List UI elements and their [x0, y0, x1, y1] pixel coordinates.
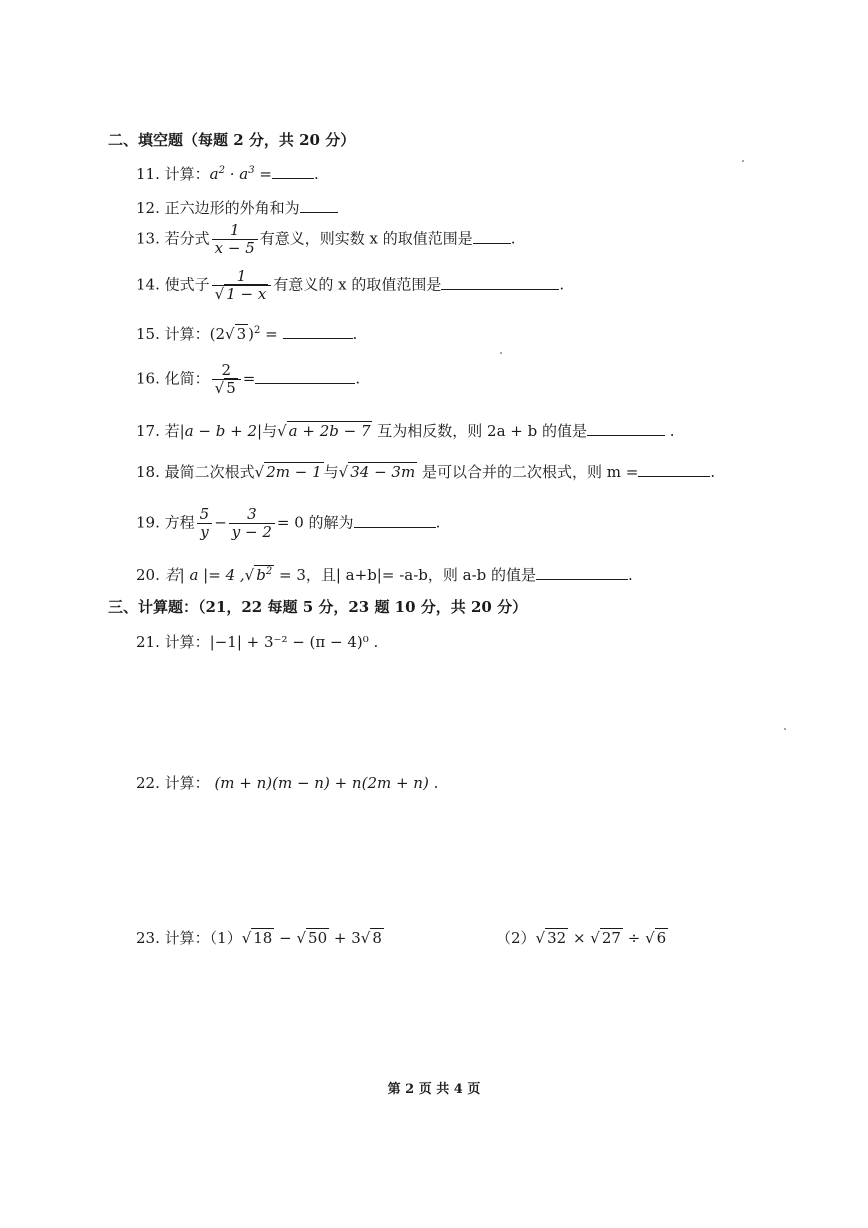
question-15 [136, 324, 357, 344]
question-text: = 3，且| a+b|= -a-b，则 a-b 的值是 [278, 566, 537, 584]
fraction-denominator: y − 2 [231, 523, 272, 541]
answer-blank[interactable] [638, 462, 710, 477]
period: . [313, 165, 319, 183]
part-label: （2） [496, 929, 536, 947]
question-text: 若 [164, 422, 180, 440]
question-text: 最简二次根式 [164, 463, 255, 481]
question-prefix: 计算： [164, 633, 210, 651]
question-number: 14. [136, 275, 160, 294]
question-number: 20. [136, 566, 160, 584]
question-number: 19. [136, 513, 160, 532]
question-number: 18. [136, 463, 160, 481]
question-text: 若分式 [164, 229, 210, 248]
question-text: = 0 的解为 [276, 513, 354, 532]
fraction-numerator: 1 [212, 268, 272, 286]
question-22 [136, 773, 438, 793]
fraction-numerator: 5 [197, 506, 213, 524]
fraction-numerator: 2 [212, 362, 241, 380]
period: . [352, 325, 358, 343]
question-18 [136, 462, 715, 482]
answer-blank[interactable] [283, 324, 353, 339]
sqrt-expression: √ a + 2b − 7 [277, 422, 371, 440]
question-19: 19. 方程 $\frac{5}{y}$ − $\frac{3}{y - 2}$ = 0 的解为 . [136, 505, 441, 541]
period: . [355, 369, 361, 388]
math-expression: (2√ 3 )$^2$ = [209, 325, 278, 343]
question-text: 使式子 [164, 275, 210, 294]
question-20 [136, 565, 633, 585]
math-expression: |−1| + 3⁻² − (π − 4)⁰ . [209, 633, 379, 651]
question-number: 22. [136, 774, 160, 792]
part-label: （1） [209, 929, 242, 947]
answer-blank[interactable] [354, 513, 436, 528]
question-prefix: 计算： [164, 165, 210, 183]
question-number: 17. [136, 422, 160, 440]
period: . [435, 513, 441, 532]
scan-speck [742, 160, 744, 162]
question-21 [136, 632, 378, 652]
question-text: 有意义的 x 的取值范围是 [273, 275, 442, 294]
question-number: 12. [136, 199, 160, 217]
period: . [710, 463, 716, 481]
radicand: 1 − x [226, 285, 267, 303]
question-text: 互为相反数，则 2a + b 的值是 [377, 422, 587, 440]
math-expression: √ 32 × √ 27 ÷ √ 6 [535, 929, 667, 947]
question-text: 方程 [164, 513, 195, 532]
answer-blank[interactable] [473, 229, 511, 244]
scan-speck [500, 352, 502, 354]
equals: = [242, 369, 256, 388]
fraction [197, 506, 213, 541]
answer-blank[interactable] [300, 198, 338, 213]
question-text: 正六边形的外角和为 [164, 199, 300, 217]
fraction-numerator: 1 [212, 222, 258, 240]
fraction-denominator: y [200, 523, 209, 541]
period: . [510, 229, 516, 248]
period: . [669, 422, 675, 440]
answer-blank[interactable] [272, 164, 314, 179]
fraction [212, 362, 241, 397]
question-number: 11. [136, 165, 160, 183]
question-prefix: 计算： [164, 325, 210, 343]
fraction-denominator: √ 1 − x [214, 285, 267, 303]
sqrt-expression: √ 34 − 3m [338, 463, 416, 481]
question-text: 与 [262, 422, 278, 440]
question-11 [136, 164, 319, 184]
math-expression: √ 18 − √ 50 + 3√ 8 [241, 929, 382, 947]
answer-blank[interactable] [441, 275, 559, 290]
answer-blank[interactable] [536, 565, 628, 580]
fraction [212, 222, 258, 257]
question-text: 若| a |= 4 , [164, 566, 245, 584]
answer-blank[interactable] [255, 369, 355, 384]
math-expression: (m + n)(m − n) + n(2m + n) . [214, 774, 439, 792]
fraction-numerator: 3 [229, 506, 275, 524]
question-16 [136, 362, 360, 397]
question-23 [136, 928, 384, 948]
question-text: 与 [323, 463, 339, 481]
question-prefix: 计算： [164, 774, 210, 792]
question-prefix: 化简： [164, 369, 210, 388]
question-number: 13. [136, 229, 160, 248]
page-footer: 第 2 页 共 4 页 [387, 1082, 481, 1097]
question-text: 有意义，则实数 x 的取值范围是 [259, 229, 473, 248]
radicand: 34 − 3m [350, 463, 416, 481]
answer-blank[interactable] [587, 421, 665, 436]
question-number: 21. [136, 633, 160, 651]
radicand: 5 [226, 379, 236, 397]
fraction [229, 506, 275, 541]
question-number: 15. [136, 325, 160, 343]
fraction-denominator: √ 5 [214, 379, 236, 397]
question-number: 16. [136, 369, 160, 388]
question-prefix: 计算： [164, 929, 210, 947]
question-17 [136, 421, 675, 441]
question-14 [136, 268, 564, 303]
math-expression: $a^2 \cdot a^3$ = [209, 165, 272, 183]
question-text: 是可以合并的二次根式，则 m = [421, 463, 639, 481]
question-12 [136, 198, 338, 218]
fraction [212, 268, 272, 303]
radicand: 2m − 1 [266, 463, 322, 481]
section-heading-fill-in: 二、填空题（每题 2 分，共 20 分） [108, 131, 356, 149]
sqrt-expression: √ $b^2$ [244, 566, 273, 584]
question-number: 23. [136, 929, 160, 947]
abs-expression: |a − b + 2| [179, 422, 263, 440]
question-23-part-2 [496, 928, 668, 948]
sqrt-expression: √ 2m − 1 [254, 463, 322, 481]
period: . [628, 566, 633, 584]
fraction-denominator: x − 5 [214, 239, 255, 257]
period: . [559, 275, 565, 294]
question-13 [136, 222, 516, 257]
scan-speck [784, 728, 786, 730]
section-heading-calculation: 三、计算题：（21，22 每题 5 分，23 题 10 分，共 20 分） [108, 598, 528, 616]
